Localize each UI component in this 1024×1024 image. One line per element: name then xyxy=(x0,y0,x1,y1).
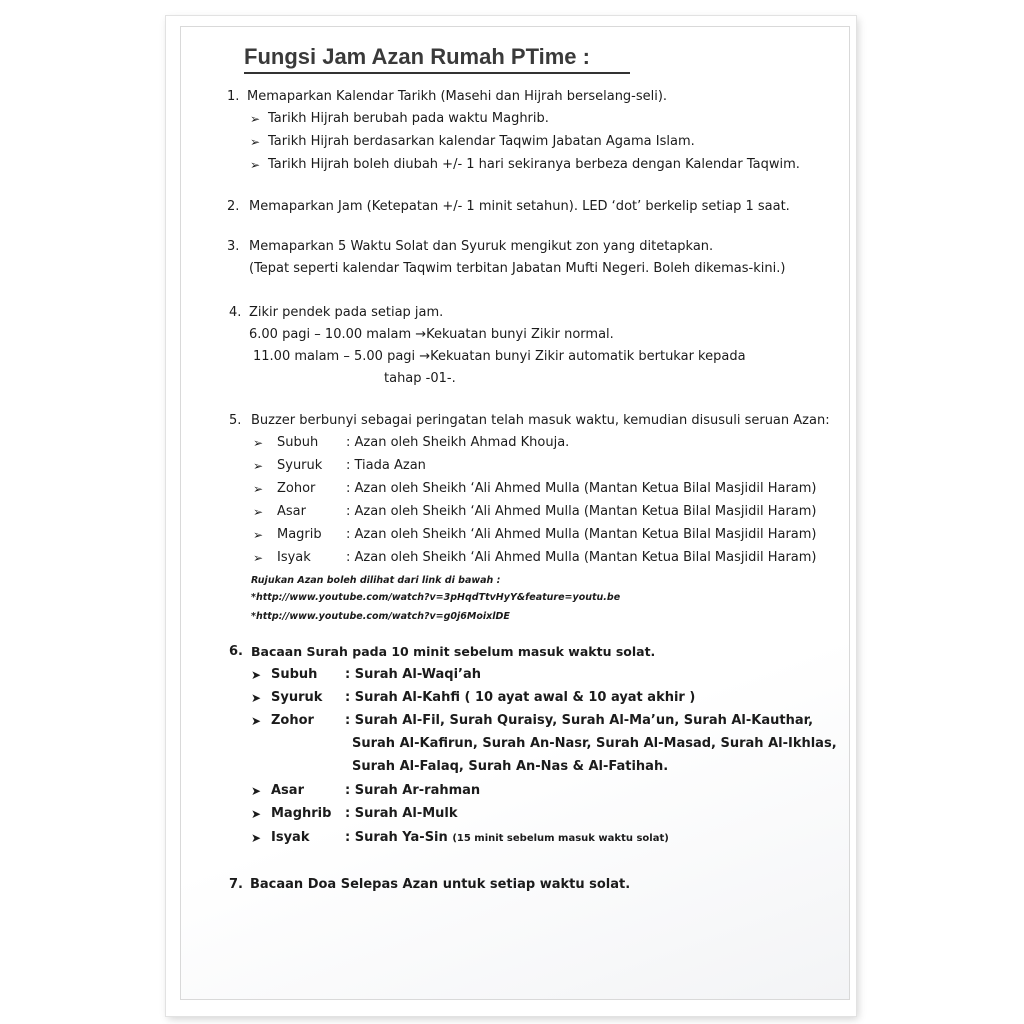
item-7-text: Bacaan Doa Selepas Azan untuk setiap waktu solat. xyxy=(250,877,631,892)
azan-description: : Azan oleh Sheikh ‘Ali Ahmed Mulla (Mantan Ketua Bilal Masjidil Haram) xyxy=(346,504,817,519)
azan-prayer-name: Syuruk xyxy=(277,458,323,473)
item-1-text: Memaparkan Kalendar Tarikh (Masehi dan Hijrah berselang-seli). xyxy=(247,89,668,104)
arrow-bullet-icon: ➤ xyxy=(251,714,262,728)
surah-prayer-name: Syuruk xyxy=(271,690,323,705)
item-number-4: 4. xyxy=(229,305,242,320)
surah-description: : Surah Al-Fil, Surah Quraisy, Surah Al-Ma’un, Surah Al-Kauthar, xyxy=(345,713,814,728)
azan-prayer-name: Asar xyxy=(277,504,306,519)
surah-prayer-name: Maghrib xyxy=(271,806,332,821)
arrow-bullet-icon: ➤ xyxy=(251,831,262,845)
surah-description: : Surah Ar-rahman xyxy=(345,783,481,798)
surah-description: : Surah Al-Kahfi ( 10 ayat awal & 10 ayat akhir ) xyxy=(345,690,696,705)
azan-description: : Tiada Azan xyxy=(346,458,426,473)
arrow-bullet-icon: ➢ xyxy=(253,505,264,519)
azan-prayer-name: Zohor xyxy=(277,481,316,496)
youtube-link-1[interactable]: *http://www.youtube.com/watch?v=3pHqdTtvHyY&feature=youtu.be xyxy=(251,592,621,603)
arrow-bullet-icon: ➢ xyxy=(250,158,261,172)
arrow-bullet-icon: ➢ xyxy=(253,551,264,565)
azan-prayer-name: Magrib xyxy=(277,527,322,542)
surah-isyak-desc: : Surah Ya-Sin xyxy=(345,830,448,845)
youtube-link-2[interactable]: *http://www.youtube.com/watch?v=g0j6MoixlDE xyxy=(251,611,510,622)
azan-description: : Azan oleh Sheikh ‘Ali Ahmed Mulla (Mantan Ketua Bilal Masjidil Haram) xyxy=(346,527,817,542)
surah-description: : Surah Al-Waqi’ah xyxy=(345,667,482,682)
azan-description: : Azan oleh Sheikh ‘Ali Ahmed Mulla (Mantan Ketua Bilal Masjidil Haram) xyxy=(346,481,817,496)
item-6-text: Bacaan Surah pada 10 minit sebelum masuk waktu solat. xyxy=(251,644,656,659)
azan-prayer-name: Isyak xyxy=(277,550,311,565)
item-number-2: 2. xyxy=(227,199,240,214)
item-number-5: 5. xyxy=(229,413,242,428)
item-1-bullet-3: Tarikh Hijrah boleh diubah +/- 1 hari sekiranya berbeza dengan Kalendar Taqwim. xyxy=(268,157,800,172)
item-number-1: 1. xyxy=(227,89,240,104)
azan-description: : Azan oleh Sheikh Ahmad Khouja. xyxy=(346,435,570,450)
arrow-bullet-icon: ➤ xyxy=(251,807,262,821)
item-1-bullet-1: Tarikh Hijrah berubah pada waktu Maghrib. xyxy=(268,111,549,126)
surah-description-continued-2: Surah Al-Falaq, Surah An-Nas & Al-Fatihah. xyxy=(352,759,669,774)
arrow-bullet-icon: ➤ xyxy=(251,668,262,682)
item-5-text: Buzzer berbunyi sebagai peringatan telah masuk waktu, kemudian disusuli seruan Azan: xyxy=(251,413,830,428)
reference-title: Rujukan Azan boleh dilihat dari link di bawah : xyxy=(251,575,501,586)
item-3-line-2: (Tepat seperti kalendar Taqwim terbitan Jabatan Mufti Negeri. Boleh dikemas-kini.) xyxy=(249,261,786,276)
item-4-line-3: 11.00 malam – 5.00 pagi →Kekuatan bunyi Zikir automatik bertukar kepada xyxy=(253,349,746,364)
azan-description: : Azan oleh Sheikh ‘Ali Ahmed Mulla (Mantan Ketua Bilal Masjidil Haram) xyxy=(346,550,817,565)
item-3-line-1: Memaparkan 5 Waktu Solat dan Syuruk mengikut zon yang ditetapkan. xyxy=(249,239,714,254)
arrow-bullet-icon: ➢ xyxy=(253,528,264,542)
arrow-bullet-icon: ➢ xyxy=(253,482,264,496)
arrow-bullet-icon: ➢ xyxy=(253,459,264,473)
item-number-3: 3. xyxy=(227,239,240,254)
arrow-bullet-icon: ➢ xyxy=(253,436,264,450)
item-2-text: Memaparkan Jam (Ketepatan +/- 1 minit setahun). LED ‘dot’ berkelip setiap 1 saat. xyxy=(249,199,790,214)
arrow-bullet-icon: ➤ xyxy=(251,784,262,798)
item-4-line-4: tahap -01-. xyxy=(384,371,456,386)
item-4-line-1: Zikir pendek pada setiap jam. xyxy=(249,305,444,320)
surah-description-continued-1: Surah Al-Kafirun, Surah An-Nasr, Surah Al-Masad, Surah Al-Ikhlas, xyxy=(352,736,837,751)
azan-prayer-name: Subuh xyxy=(277,435,319,450)
surah-description xyxy=(345,829,669,848)
surah-prayer-name: Isyak xyxy=(271,830,310,845)
surah-prayer-name: Subuh xyxy=(271,667,318,682)
item-1-bullet-2: Tarikh Hijrah berdasarkan kalendar Taqwim Jabatan Agama Islam. xyxy=(268,134,695,149)
surah-prayer-name: Asar xyxy=(271,783,304,798)
page-title: Fungsi Jam Azan Rumah PTime : xyxy=(244,42,630,74)
item-number-7: 7. xyxy=(229,877,243,892)
arrow-bullet-icon: ➤ xyxy=(251,691,262,705)
arrow-bullet-icon: ➢ xyxy=(250,112,261,126)
surah-description: : Surah Al-Mulk xyxy=(345,806,458,821)
surah-prayer-name: Zohor xyxy=(271,713,314,728)
item-number-6: 6. xyxy=(229,644,243,659)
surah-isyak-note: (15 minit sebelum masuk waktu solat) xyxy=(452,833,669,844)
arrow-bullet-icon: ➢ xyxy=(250,135,261,149)
item-4-line-2: 6.00 pagi – 10.00 malam →Kekuatan bunyi Zikir normal. xyxy=(249,327,614,342)
